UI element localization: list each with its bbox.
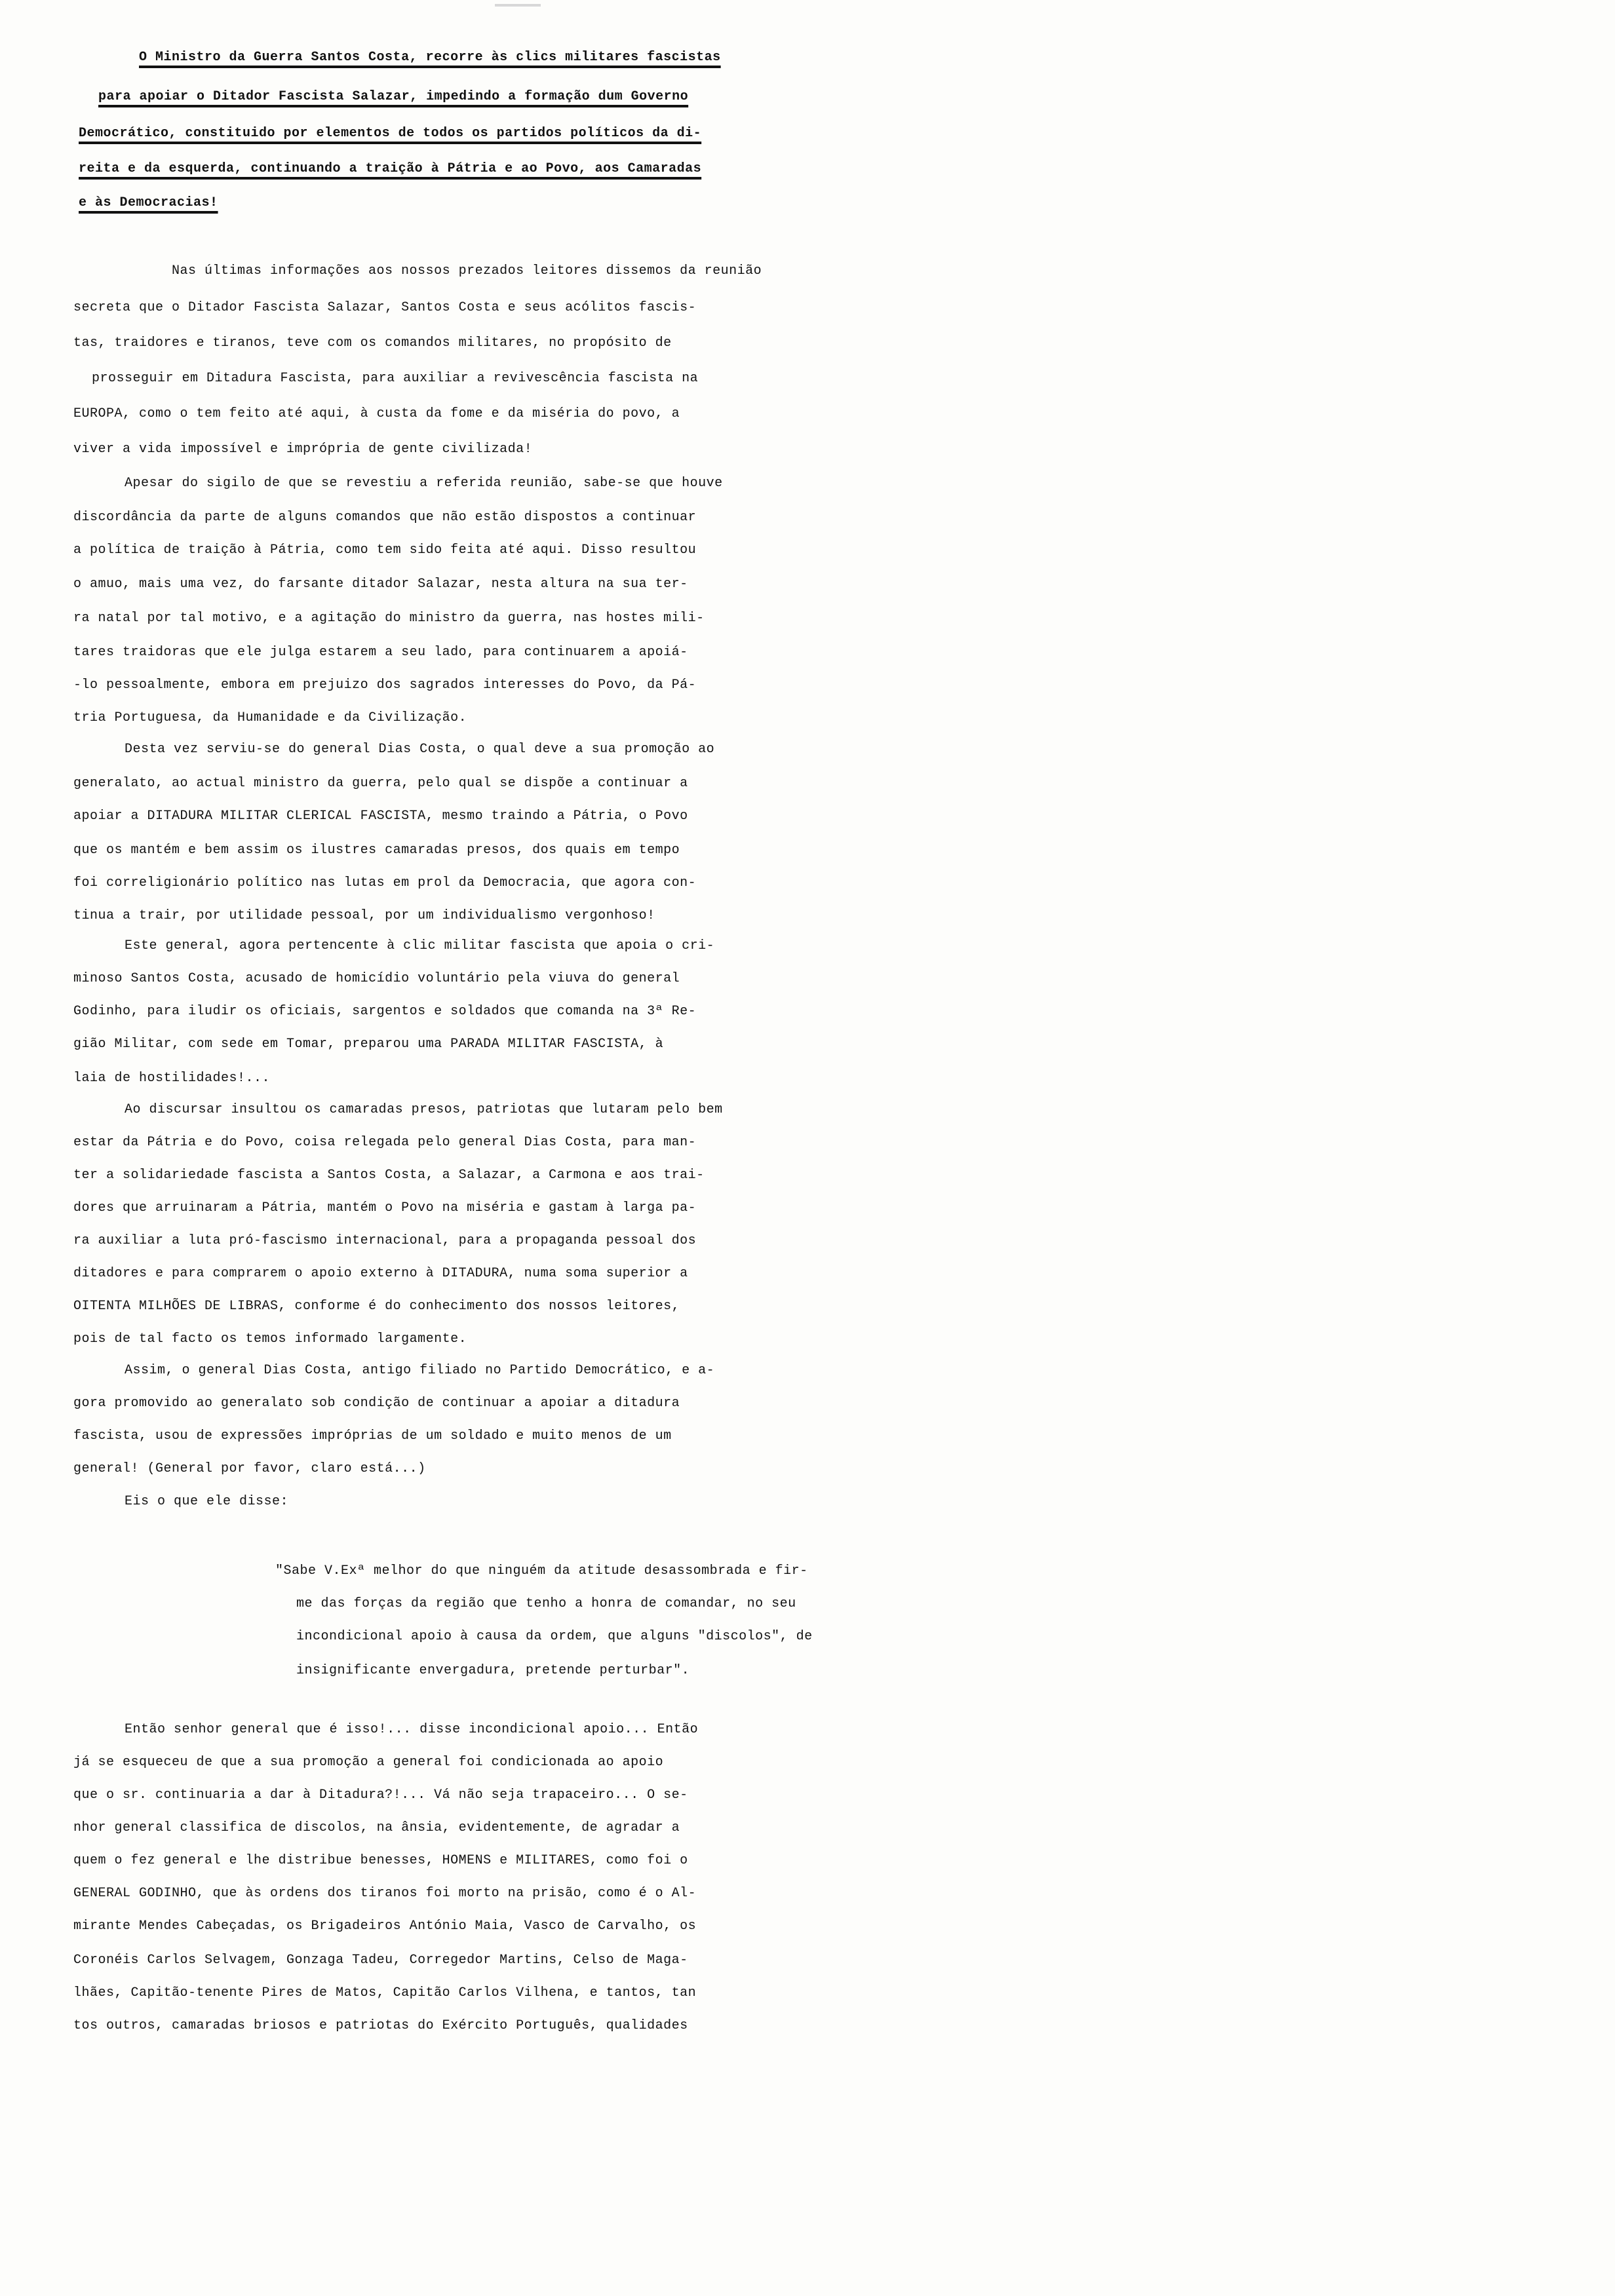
closing-line-4: nhor general classifica de discolos, na ânsia, evidentemente, de agradar a bbox=[73, 1820, 680, 1835]
body-line-26: Ao discursar insultou os camaradas presos, patriotas que lutaram pelo bem bbox=[125, 1102, 723, 1117]
body-line-34: Assim, o general Dias Costa, antigo filiado no Partido Democrático, e a- bbox=[125, 1363, 715, 1378]
body-line-20: tinua a trair, por utilidade pessoal, por um individualismo vergonhoso! bbox=[73, 908, 655, 923]
body-line-19: foi correligionário político nas lutas em prol da Democracia, que agora con- bbox=[73, 875, 697, 890]
body-line-4: prosseguir em Ditadura Fascista, para auxiliar a revivescência fascista na bbox=[92, 371, 699, 386]
body-line-22: minoso Santos Costa, acusado de homicídio voluntário pela viuva do general bbox=[73, 971, 680, 986]
closing-line-9: lhães, Capitão-tenente Pires de Matos, Capitão Carlos Vilhena, e tantos, tan bbox=[73, 1985, 697, 2000]
closing-line-3: que o sr. continuaria a dar à Ditadura?!... Vá não seja trapaceiro... O se- bbox=[73, 1788, 688, 1803]
body-line-1: Nas últimas informações aos nossos prezados leitores dissemos da reunião bbox=[172, 263, 762, 278]
body-line-17: apoiar a DITADURA MILITAR CLERICAL FASCISTA, mesmo traindo a Pátria, o Povo bbox=[73, 809, 688, 824]
body-line-21: Este general, agora pertencente à clic militar fascista que apoia o cri- bbox=[125, 938, 715, 953]
body-line-7: Apesar do sigilo de que se revestiu a referida reunião, sabe-se que houve bbox=[125, 476, 723, 491]
body-line-30: ra auxiliar a luta pró-fascismo internacional, para a propaganda pessoal dos bbox=[73, 1233, 697, 1248]
body-line-28: ter a solidariedade fascista a Santos Costa, a Salazar, a Carmona e aos trai- bbox=[73, 1168, 705, 1183]
body-line-25: laia de hostilidades!... bbox=[73, 1071, 271, 1086]
body-line-23: Godinho, para iludir os oficiais, sargentos e soldados que comanda na 3ª Re- bbox=[73, 1004, 697, 1019]
scan-mark bbox=[495, 4, 541, 7]
body-line-16: generalato, ao actual ministro da guerra, pelo qual se dispõe a continuar a bbox=[73, 776, 688, 791]
body-line-31: ditadores e para comprarem o apoio externo à DITADURA, numa soma superior a bbox=[73, 1266, 688, 1281]
headline-line-1: O Ministro da Guerra Santos Costa, recorre às clics militares fascistas bbox=[139, 50, 721, 65]
closing-line-8: Coronéis Carlos Selvagem, Gonzaga Tadeu, Corregedor Martins, Celso de Maga- bbox=[73, 1953, 688, 1968]
body-line-18: que os mantém e bem assim os ilustres camaradas presos, dos quais em tempo bbox=[73, 843, 680, 858]
closing-line-1: Então senhor general que é isso!... disse incondicional apoio... Então bbox=[125, 1722, 699, 1737]
body-line-15: Desta vez serviu-se do general Dias Costa, o qual deve a sua promoção ao bbox=[125, 742, 715, 757]
body-line-13: -lo pessoalmente, embora em prejuizo dos sagrados interesses do Povo, da Pá- bbox=[73, 678, 697, 693]
body-line-11: ra natal por tal motivo, e a agitação do ministro da guerra, nas hostes mili- bbox=[73, 611, 705, 626]
body-line-6: viver a vida impossível e imprópria de gente civilizada! bbox=[73, 442, 533, 457]
headline-line-4: reita e da esquerda, continuando a traição à Pátria e ao Povo, aos Camaradas bbox=[79, 161, 702, 176]
body-line-14: tria Portuguesa, da Humanidade e da Civilização. bbox=[73, 710, 467, 725]
body-line-38: Eis o que ele disse: bbox=[125, 1494, 289, 1509]
body-line-36: fascista, usou de expressões impróprias de um soldado e muito menos de um bbox=[73, 1428, 672, 1444]
closing-line-10: tos outros, camaradas briosos e patriotas do Exército Português, qualidades bbox=[73, 2018, 688, 2033]
quote-line-2: me das forças da região que tenho a honra de comandar, no seu bbox=[296, 1596, 796, 1611]
body-line-24: gião Militar, com sede em Tomar, preparou uma PARADA MILITAR FASCISTA, à bbox=[73, 1037, 664, 1052]
headline-line-3: Democrático, constituido por elementos de todos os partidos políticos da di- bbox=[79, 126, 702, 141]
closing-line-7: mirante Mendes Cabeçadas, os Brigadeiros António Maia, Vasco de Carvalho, os bbox=[73, 1919, 697, 1934]
body-line-5: EUROPA, como o tem feito até aqui, à custa da fome e da miséria do povo, a bbox=[73, 406, 680, 421]
body-line-35: gora promovido ao generalato sob condição de continuar a apoiar a ditadura bbox=[73, 1396, 680, 1411]
body-line-33: pois de tal facto os temos informado largamente. bbox=[73, 1331, 467, 1347]
quote-line-3: incondicional apoio à causa da ordem, que alguns "discolos", de bbox=[296, 1629, 813, 1644]
body-line-3: tas, traidores e tiranos, teve com os comandos militares, no propósito de bbox=[73, 335, 672, 351]
headline-line-2: para apoiar o Ditador Fascista Salazar, impedindo a formação dum Governo bbox=[98, 89, 689, 104]
quote-line-4: insignificante envergadura, pretende perturbar". bbox=[296, 1663, 690, 1678]
body-line-12: tares traidoras que ele julga estarem a seu lado, para continuarem a apoiá- bbox=[73, 645, 688, 660]
headline-line-5: e às Democracias! bbox=[79, 195, 218, 210]
closing-line-5: quem o fez general e lhe distribue benesses, HOMENS e MILITARES, como foi o bbox=[73, 1853, 688, 1868]
body-line-37: general! (General por favor, claro está...) bbox=[73, 1461, 426, 1476]
body-line-9: a política de traição à Pátria, como tem sido feita até aqui. Disso resultou bbox=[73, 543, 697, 558]
body-line-29: dores que arruinaram a Pátria, mantém o Povo na miséria e gastam à larga pa- bbox=[73, 1200, 697, 1215]
body-line-10: o amuo, mais uma vez, do farsante ditador Salazar, nesta altura na sua ter- bbox=[73, 577, 688, 592]
body-line-2: secreta que o Ditador Fascista Salazar, Santos Costa e seus acólitos fascis- bbox=[73, 300, 697, 315]
closing-line-6: GENERAL GODINHO, que às ordens dos tiranos foi morto na prisão, como é o Al- bbox=[73, 1886, 697, 1901]
quote-line-1: "Sabe V.Exª melhor do que ninguém da atitude desassombrada e fir- bbox=[275, 1563, 808, 1578]
closing-line-2: já se esqueceu de que a sua promoção a general foi condicionada ao apoio bbox=[73, 1755, 664, 1770]
body-line-27: estar da Pátria e do Povo, coisa relegada pelo general Dias Costa, para man- bbox=[73, 1135, 697, 1150]
body-line-8: discordância da parte de alguns comandos que não estão dispostos a continuar bbox=[73, 510, 697, 525]
body-line-32: OITENTA MILHÕES DE LIBRAS, conforme é do conhecimento dos nossos leitores, bbox=[73, 1299, 680, 1314]
